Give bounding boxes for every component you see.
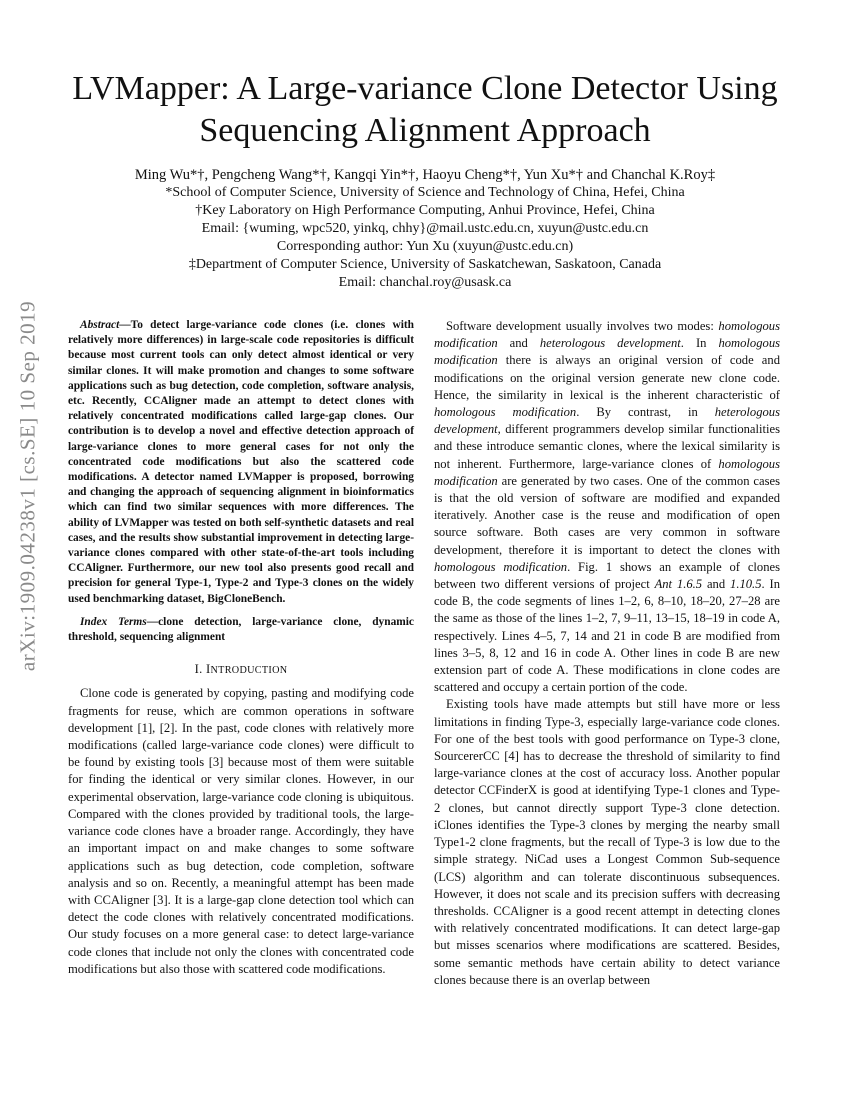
section-heading-introduction: I. INTRODUCTION	[194, 662, 288, 677]
paper-title-line-1: LVMapper: A Large-variance Clone Detector Using	[72, 70, 778, 107]
email-ustc: Email: {wuming, wpc520, yinkq, chhy}@mail.ustc.edu.cn, xuyun@ustc.edu.cn	[201, 221, 649, 236]
abstract	[68, 318, 414, 607]
corresponding-author: Corresponding author: Yun Xu (xuyun@ustc.edu.cn)	[276, 239, 574, 254]
email-usask: Email: chanchal.roy@usask.ca	[338, 275, 512, 290]
intro-paragraph-3: Existing tools have made attempts but still have more or less limitations in finding Type-3, especially large-variance code clones. For one of the best tools with good performance on Type-3 clone, SourcererCC [4] has to decrease the threshold of similarity to find large-variance clones at the cost of accuracy loss. Another popular detector CCFinderX is good at identifying Type-1 clones and Type-2 clones, but cannot directly support Type-3 clone detection. iClones identifies the Type-3 clones by merging the nearby small Type1-2 clone fragments, but the recall of Type-3 is low due to the simple strategy. NiCad uses a Longest Common Sub-sequence (LCS) algorithm and can tolerate discontinuous subsequences. However, it does not scale and its precision suffers with decreasing thresholds. CCAligner is a good recent attempt in detecting clones with relatively concentrated modifications. It can detect large-gap but misses scenarios where modifications are scattered. Besides, some semantic methods have certain ability to detect variance clones because there is an overlap between	[434, 697, 780, 987]
author-block	[60, 166, 790, 292]
intro-paragraph-1: Clone code is generated by copying, pasting and modifying code fragments for reuse, which are common operations in software development [1], [2]. In the past, code clones with relatively more modifications (called large-variance code clones) were difficult to be found by existing tools [3] because most of them were suitable for finding the identical or very similar clones. However, in our experimental observation, large-variance code cloning is ubiquitous. Compared with the clones provided by traditional tools, the large-variance code clones have a broader range. Accordingly, they have an important impact on and make changes to some software applications such as bug detection, code completion, software analysis and so on. Recently, a meaningful attempt has been made with CCAligner [3]. It is a large-gap clone detection tool which can detect the code clones with relatively concentrated modifications. Our study focuses on a more general case: to detect large-variance code clones that include not only the clones with concentrated code modifications but also those with scattered code modifications.	[68, 686, 414, 976]
affiliation-usask: ‡Department of Computer Science, University of Saskatchewan, Saskatoon, Canada	[188, 257, 662, 272]
paper-title	[60, 68, 790, 152]
index-terms-label: Index Terms	[80, 615, 147, 628]
intro-paragraph-2: Software development usually involves two modes: homologous modification and heterologous development. In homologous modification there is always an original version of code and modifications on the original version generate new clone code. Hence, the similarity in lexical is the inherent characteristic of homologous modification. By contrast, in heterologous development, different programmers develop similar functionalities and these introduce semantic clones, where the lexical similarity is not inherent. Furthermore, large-variance clones of homologous modification are generated by two cases. One of the common cases is that the old version of software are modified and expanded iteratively. Another case is the reuse and modification of open source software. Both cases are very common in software development, therefore it is important to detect the clones with homologous modification. Fig. 1 shows an example of clones between two different versions of project Ant 1.6.5 and 1.10.5. In code B, the code segments of lines 1–2, 6, 8–10, 18–20, 27–28 are the same as those of the lines 1–2, 7, 9–11, 13–15, 18–19 in code A, respectively. Lines 4–5, 7, 14 and 21 in code B are modified from lines 3–5, 8, 12 and 16 in code A. Other lines in code B are new extension part of code A. These modifications in clone codes are scattered and occupy a certain portion of the code.	[434, 319, 781, 695]
paper-title-line-2: Sequencing Alignment Approach	[199, 112, 651, 149]
arxiv-identifier: arXiv:1909.04238v1 [cs.SE] 10 Sep 2019	[15, 300, 40, 672]
right-column	[434, 318, 780, 989]
index-terms	[68, 615, 414, 645]
arxiv-sidebar	[0, 290, 56, 690]
abstract-text: —To detect large-variance code clones (i.e. clones with relatively more differences) in large-scale code repositories is difficult because most current tools can only detect almost identical or very similar clones. It will make promotion and changes to some software applications such as bug detection, code completion, software analysis, etc. Recently, CCAligner made an attempt to detect clones with relatively concentrated modifications called large-gap clones. Our contribution is to develop a novel and effective detection approach of large-variance clones to more general cases for not only the concentrated code modifications but also the scattered code modifications. A detector named LVMapper is proposed, borrowing and changing the approach of sequencing alignment in bioinformatics which can find two similar sequences with more differences. The ability of LVMapper was tested on both self-synthetic datasets and real cases, and the results show substantial improvement in detecting large-variance clones compared with other state-of-the-art tools including CCAligner. Furthermore, our new tool also presents good recall and precision for general Type-1, Type-2 and Type-3 clones on the widely used benchmarking dataset, BigCloneBench.	[68, 319, 414, 605]
affiliation-anhui: †Key Laboratory on High Performance Computing, Anhui Province, Hefei, China	[195, 203, 655, 218]
author-names: Ming Wu*†, Pengcheng Wang*†, Kangqi Yin*†, Haoyu Cheng*†, Yun Xu*† and Chanchal K.Roy‡	[134, 167, 716, 183]
abstract-label: Abstract	[80, 319, 120, 331]
index-terms-text: —clone detection, large-variance clone, dynamic threshold, sequencing alignment	[68, 615, 414, 644]
affiliation-ustc: *School of Computer Science, University of Science and Technology of China, Hefei, China	[165, 185, 685, 200]
left-column	[68, 318, 414, 978]
